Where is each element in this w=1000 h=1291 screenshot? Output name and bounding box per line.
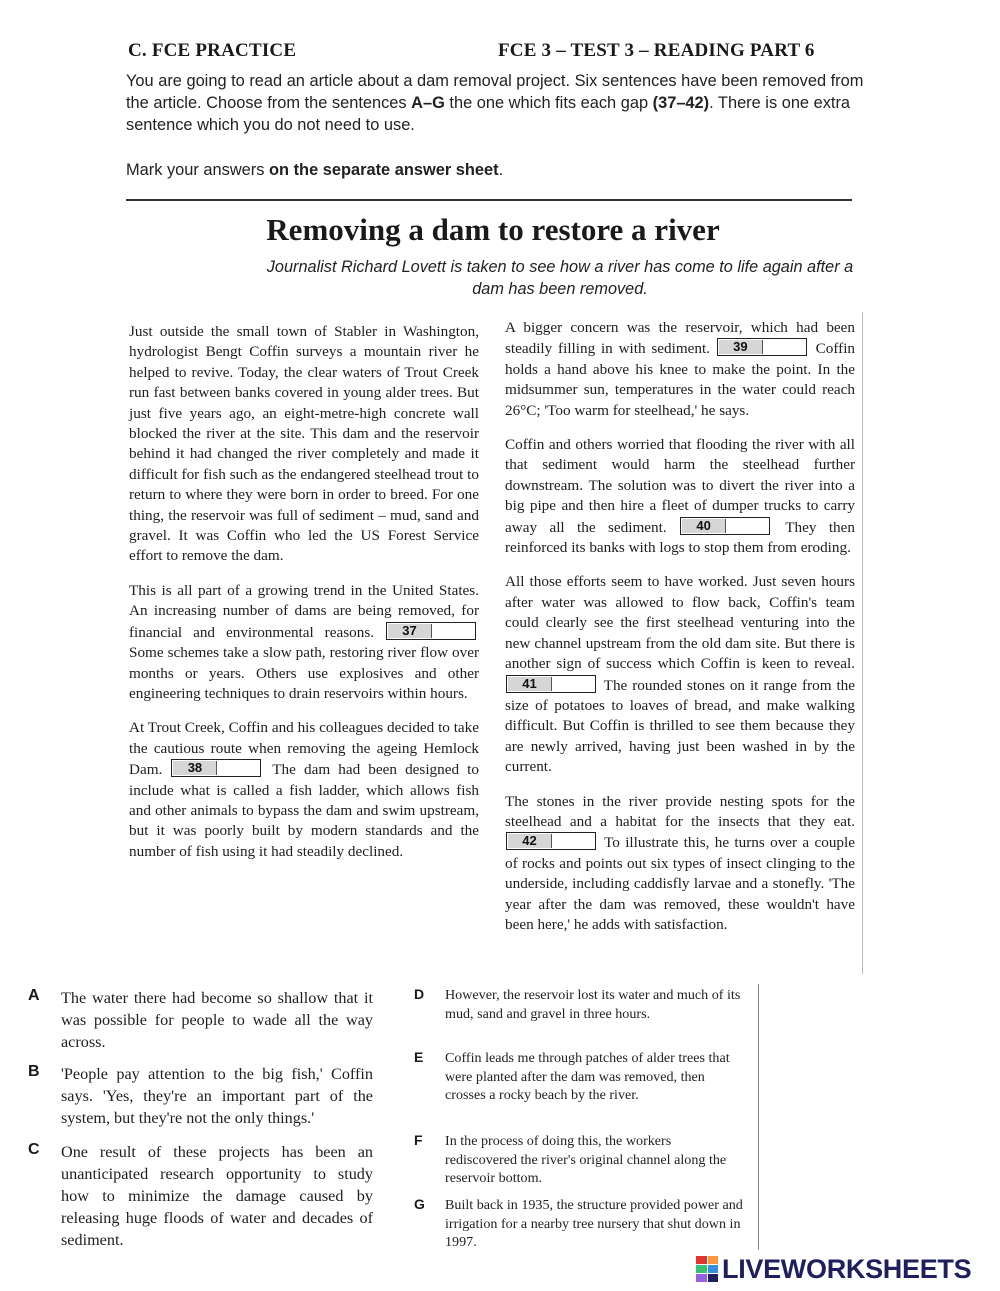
option-a	[28, 987, 378, 1057]
paragraph-text: They then reinforced its banks with logs to stop them from eroding.	[505, 518, 855, 557]
gap-number: 42	[508, 834, 552, 848]
liveworksheets-logo	[696, 1254, 971, 1284]
option-g	[414, 1196, 749, 1256]
gap-38-input[interactable]	[171, 759, 261, 777]
mark-bold: on the separate answer sheet	[269, 161, 499, 179]
paragraph	[505, 792, 855, 936]
instructions-bold-1: A–G	[411, 94, 445, 112]
paragraph-text: Coffin and others worried that flooding the river with all that sediment would harm the steelhead further downstream. The solution was to divert the river into a big pipe and then hire a fleet of dumper trucks to carry away all the sediment.	[505, 436, 855, 536]
paragraph-text: The dam had been designed to include what is called a fish ladder, which allows fish and other animals to bypass the dam and swim upstream, but it was poorly built by modern standards and the number of fish using it had steadily declined.	[129, 761, 479, 860]
option-c	[28, 1141, 378, 1256]
logo-text: LIVEWORKSHEETS	[722, 1253, 972, 1284]
paragraph	[129, 718, 479, 862]
paragraph	[505, 318, 855, 421]
option-text: In the process of doing this, the workers rediscovered the river's original channel along the reservoir bottom.	[445, 1133, 727, 1187]
option-letter: F	[414, 1132, 423, 1148]
option-e	[414, 1049, 749, 1129]
option-text: Coffin leads me through patches of alder trees that were planted after the dam was removed, then crosses a rocky beach by the river.	[445, 1050, 730, 1104]
paragraph	[505, 435, 855, 558]
article-column-right	[505, 318, 855, 949]
options-edge-line	[758, 984, 759, 1250]
mark-text-1: Mark your answers	[126, 161, 270, 179]
option-f	[414, 1132, 749, 1192]
instructions	[126, 70, 866, 136]
option-letter: G	[414, 1196, 425, 1212]
option-letter: C	[28, 1141, 40, 1158]
option-d	[414, 986, 749, 1046]
answer-sheet-note	[126, 161, 503, 180]
gap-number: 41	[508, 677, 552, 691]
paragraph-text: Coffin holds a hand above his knee to make the point. In the midsummer sun, temperatures in the water could reach 26°C; 'Too warm for steelhead,' he says.	[505, 340, 856, 419]
paragraph-text: All those efforts seem to have worked. Just seven hours after water was allowed to flow back, Coffin's team could clearly see the first steelhead venturing into the new channel upstream from the old dam site. But there is another sign of success which Coffin is keen to reveal.	[505, 573, 855, 673]
option-letter: A	[28, 987, 40, 1004]
paragraph-text: To illustrate this, he turns over a couple of rocks and points out six types of insect clinging to the underside, including caddisfly larvae and a stonefly. 'The year after the dam was removed, these wouldn't have been here,' he adds with satisfaction.	[505, 834, 855, 933]
option-text: One result of these projects has been an unanticipated research opportunity to study how to minimize the damage caused by releasing huge floods of water and decades of sediment.	[61, 1143, 373, 1249]
option-letter: E	[414, 1049, 424, 1065]
instructions-bold-2: (37–42)	[652, 94, 710, 112]
paragraph-text: The rounded stones on it range from the size of potatoes to loaves of bread, and make walking difficult. But Coffin is thrilled to see them because they are newly arrived, having just been washed in by the current.	[505, 676, 855, 776]
article-title: Removing a dam to restore a river	[266, 212, 720, 247]
instructions-text-2: the one which fits each gap	[444, 94, 653, 112]
paragraph-text: At Trout Creek, Coffin and his colleagues decided to take the cautious route when removing the ageing Hemlock Dam.	[129, 719, 479, 779]
gap-40-input[interactable]	[680, 517, 770, 535]
gap-number: 40	[682, 519, 726, 533]
divider-rule	[126, 199, 852, 201]
option-letter: B	[28, 1063, 40, 1080]
article-column-left	[129, 322, 479, 876]
logo-icon	[696, 1256, 718, 1282]
paragraph	[129, 581, 479, 704]
option-text: 'People pay attention to the big fish,' Coffin says. 'Yes, they're an important part of the system, but they're not the only things.'	[61, 1065, 373, 1127]
paragraph-text: A bigger concern was the reservoir, which had been steadily filling in with sediment.	[505, 319, 855, 358]
gap-41-input[interactable]	[506, 675, 596, 693]
instructions-text-1: You are going to read an article about a dam removal project. Six sentences have been removed from the article. Choose from the sentences	[126, 72, 864, 112]
option-text: The water there had become so shallow that it was possible for people to wade all the way across.	[61, 989, 373, 1051]
option-text: Built back in 1935, the structure provided power and irrigation for a nearby tree nursery that shut down in 1997.	[445, 1197, 743, 1251]
gap-number: 37	[388, 624, 432, 638]
option-text: However, the reservoir lost its water and much of its mud, sand and gravel in three hours.	[445, 987, 741, 1022]
column-edge-line	[862, 312, 863, 974]
paragraph-text: This is all part of a growing trend in the United States. An increasing number of dams are being removed, for financial and environmental reasons.	[129, 581, 479, 641]
gap-number: 38	[173, 761, 217, 775]
gap-39-input[interactable]	[717, 338, 807, 356]
gap-42-input[interactable]	[506, 832, 596, 850]
paragraph-text: The stones in the river provide nesting spots for the steelhead and a habitat for the insects that they eat.	[505, 792, 855, 830]
option-b	[28, 1063, 378, 1133]
header-left: C. FCE PRACTICE	[128, 40, 297, 61]
paragraph	[505, 572, 855, 777]
paragraph: Just outside the small town of Stabler in Washington, hydrologist Bengt Coffin surveys a mountain river he helped to revive. Today, the clear waters of Trout Creek run fast between banks covered in young alder trees. But just five years ago, an eight-metre-high concrete wall blocked the river at the site. This dam and the reservoir behind it had changed the river completely and made it difficult for fish such as the endangered steelhead trout to return to where they were born in order to breed. For one thing, the reservoir was full of sediment – mud, sand and gravel. It was Coffin who led the US Forest Service effort to remove the dam.	[129, 323, 479, 565]
instructions-text-3: . There is one extra sentence which you do not need to use.	[126, 94, 851, 134]
option-letter: D	[414, 986, 425, 1002]
article-subtitle: Journalist Richard Lovett is taken to see how a river has come to life again after a dam has been removed.	[266, 258, 854, 298]
gap-37-input[interactable]	[386, 622, 476, 640]
header-right: FCE 3 – TEST 3 – READING PART 6	[498, 40, 815, 61]
mark-text-2: .	[498, 161, 504, 179]
gap-number: 39	[719, 340, 763, 354]
paragraph-text: Some schemes take a slow path, restoring river flow over months or years. Others use explosives and other engineering techniques to drain reservoirs within hours.	[129, 644, 479, 702]
